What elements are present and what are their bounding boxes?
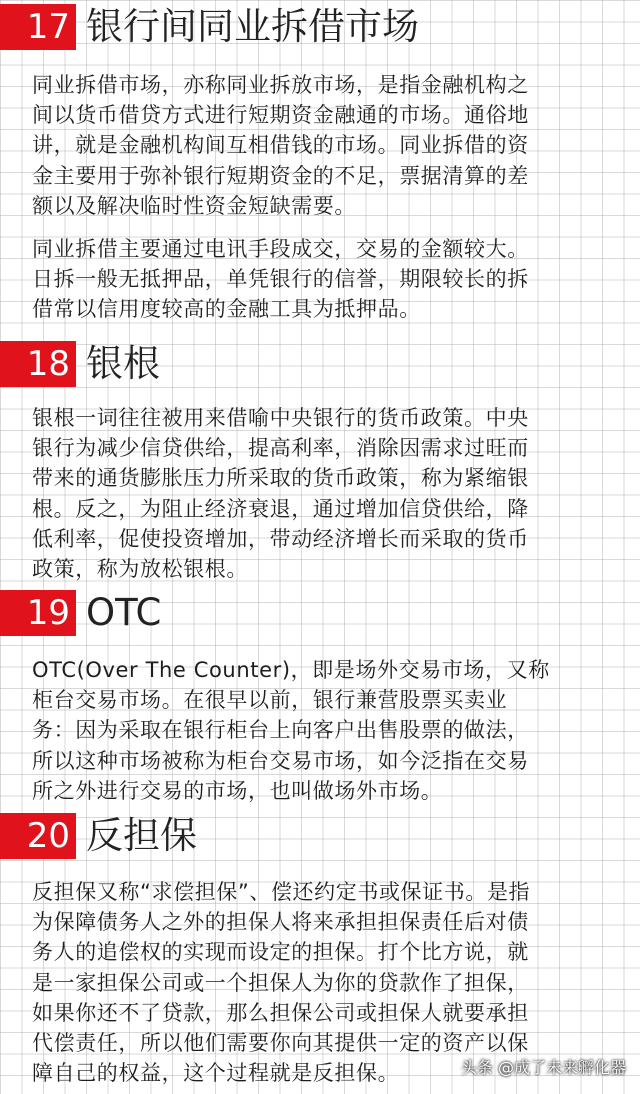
section-20-number: 20: [0, 813, 76, 859]
section-17-number: 17: [0, 4, 76, 50]
section-19-number: 19: [0, 590, 76, 636]
section-19-paragraph-1: OTC(Over The Counter)，即是场外交易市场，又称 柜台交易市场。在很早以前，银行兼营股票买卖业 务：因为采取在银行柜台上向客户出售股票的做法， 所以这种市场被称为柜台交易市场，如今泛指在交易 所之外进行交易的市场，也叫做场外市场。: [32, 658, 550, 803]
section-17-paragraph-1: 同业拆借市场，亦称同业拆放市场，是指金融机构之 间以货币借贷方式进行短期资金融通的市场。通俗地 讲，就是金融机构间互相借钱的市场。同业拆借的资 金主要用于弥补银行短期资金的不足，票据清算的差 额以及解决临时性资金短缺需要。: [32, 73, 529, 218]
section-18-paragraph-1: 银根一词往往被用来借喻中央银行的货币政策。中央 银行为减少信贷供给，提高利率，消除因需求过旺而 带来的通货膨胀压力所采取的货币政策，称为紧缩银 根。反之，为阻止经济衰退，通过增加信贷供给，降 低利率，促使投资增加，带动经济增长而采取的货币 政策，称为放松银根。: [32, 406, 529, 582]
section-17-header: [0, 4, 640, 50]
section-19-header: [0, 590, 640, 636]
section-17-paragraph-2: 同业拆借主要通过电讯手段成交，交易的金额较大。 日拆一般无抵押品，单凭银行的信誉，期限较长的拆 借常以信用度较高的金融工具为抵押品。: [32, 237, 529, 322]
section-18-title: 银根: [86, 342, 160, 385]
section-20-paragraph-1: 反担保又称“求偿担保”、偿还约定书或保证书。是指 为保障债务人之外的担保人将来承担担保责任后对债 务人的追偿权的实现而设定的担保。打个比方说，就 是一家担保公司或一个担保人为你的贷款作了担保， 如果你还不了贷款，那么担保公司或担保人就要承担 代偿责任，所以他们需要你向其提供一定的资产以保 障自己的权益，这个过程就是反担保。: [32, 880, 531, 1086]
section-17-title: 银行间同业拆借市场: [86, 5, 419, 48]
section-18-header: [0, 341, 640, 387]
watermark-label: 头条 @成了未来孵化器: [460, 1058, 626, 1077]
section-20-header: [0, 813, 640, 859]
section-20-title: 反担保: [86, 814, 197, 857]
section-18-number: 18: [0, 341, 76, 387]
section-19-title: OTC: [86, 591, 162, 634]
